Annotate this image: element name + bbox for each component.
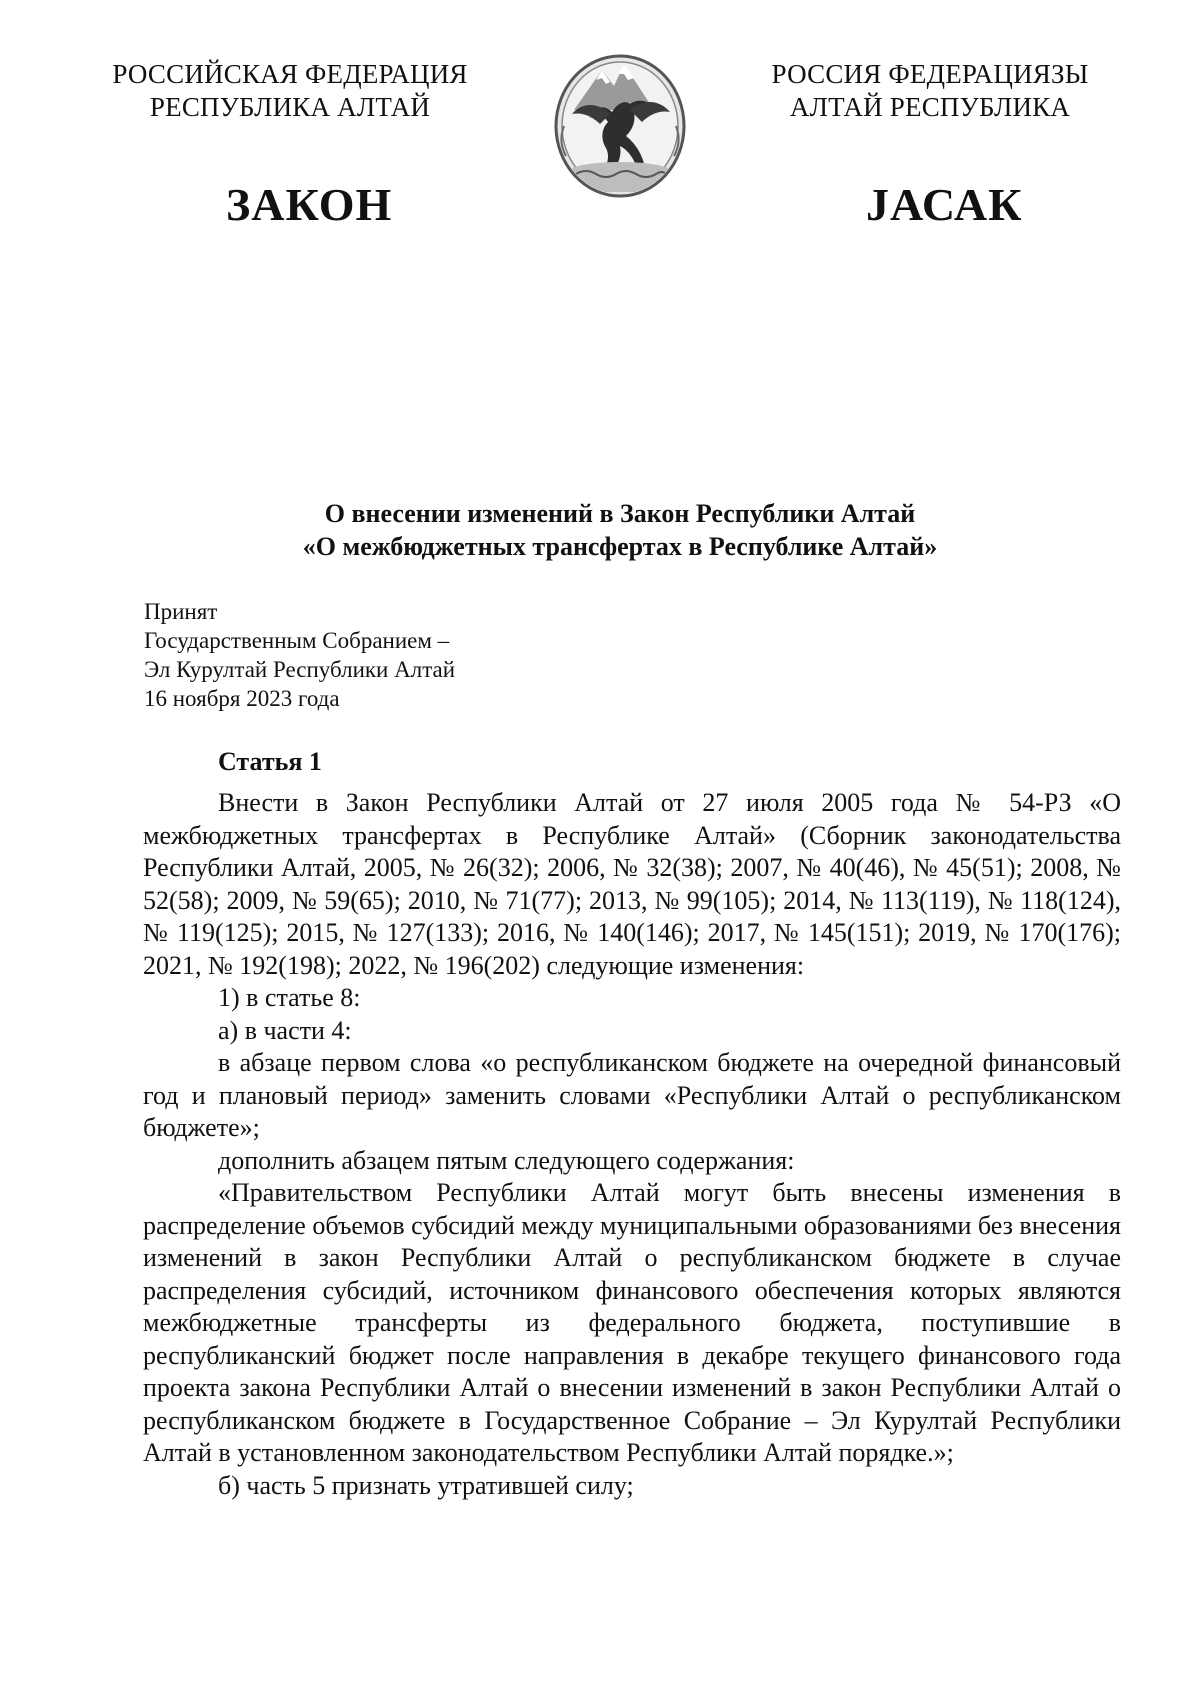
adoption-line2: Государственным Собранием –: [144, 628, 450, 653]
adoption-line1: Принят: [144, 599, 218, 624]
article-paragraph: дополнить абзацем пятым следующего содержания:: [218, 1145, 795, 1175]
article-paragraph: Внести в Закон Республики Алтай от 27 июля 2005 года № 54-РЗ «О межбюджетных трансфертах в Республике Алтай» (Сборник законодательства Республики Алтай, 2005, № 26(32); 2006, № 32(38); 2007, № 40(46), № 45(51); 2008, № 52(58); 2009, № 59(65); 2010, № 71(77); 2013, № 99(105); 2014, № 113(119), № 118(124), № 119(125); 2015, № 127(133); 2016, № 140(146); 2017, № 145(151); 2019, № 170(176); 2021, № 192(198); 2022, № 196(202) следующие изменения:: [143, 788, 1121, 980]
header-left-line1: РОССИЙСКАЯ ФЕДЕРАЦИЯ: [112, 59, 468, 89]
header-right-line1: РОССИЯ ФЕДЕРАЦИЯЗЫ: [771, 59, 1089, 89]
article-paragraph: б) часть 5 признать утратившей силу;: [218, 1470, 634, 1500]
header-right-block: [720, 58, 1140, 124]
law-title-line2: «О межбюджетных трансфертах в Республике Алтай»: [302, 532, 938, 561]
article-paragraph: «Правительством Республики Алтай могут быть внесены изменения в распределение объемов субсидий между муниципальными образованиями без внесения изменений в закон Республики Алтай о республиканском бюджете в случае распределения субсидий, источником финансового обеспечения которых являются межбюджетные трансферты из федерального бюджета, поступившие в республиканский бюджет после направления в декабре текущего финансового года проекта закона Республики Алтай о внесении изменений в закон Республики Алтай о республиканском бюджете в Государственное Собрание – Эл Курултай Республики Алтай в установленном законодательством Республики Алтай порядке.»;: [143, 1178, 1121, 1467]
adoption-line3: Эл Курултай Республики Алтай: [144, 657, 456, 682]
altai-republic-emblem-icon: [552, 52, 688, 200]
article-body: [143, 787, 1121, 1502]
header-left-line2: РЕСПУБЛИКА АЛТАЙ: [149, 92, 431, 122]
article-heading: Статья 1: [218, 747, 322, 776]
law-title: [160, 497, 1080, 563]
article-paragraph: в абзаце первом слова «о республиканском бюджете на очередной финансовый год и плановый период» заменить словами «Республики Алтай о республиканском бюджете»;: [143, 1048, 1121, 1142]
title-jasak: JАСАК: [866, 179, 1023, 230]
header-left-block: [80, 58, 500, 124]
law-title-line1: О внесении изменений в Закон Республики Алтай: [324, 499, 916, 528]
article-paragraph: 1) в статье 8:: [218, 983, 361, 1012]
adoption-date: 16 ноября 2023 года: [144, 686, 340, 711]
title-zakon: ЗАКОН: [226, 179, 393, 230]
adoption-block: [144, 597, 455, 713]
article-paragraph: а) в части 4:: [218, 1015, 352, 1045]
header-right-line2: АЛТАЙ РЕСПУБЛИКА: [789, 92, 1071, 122]
